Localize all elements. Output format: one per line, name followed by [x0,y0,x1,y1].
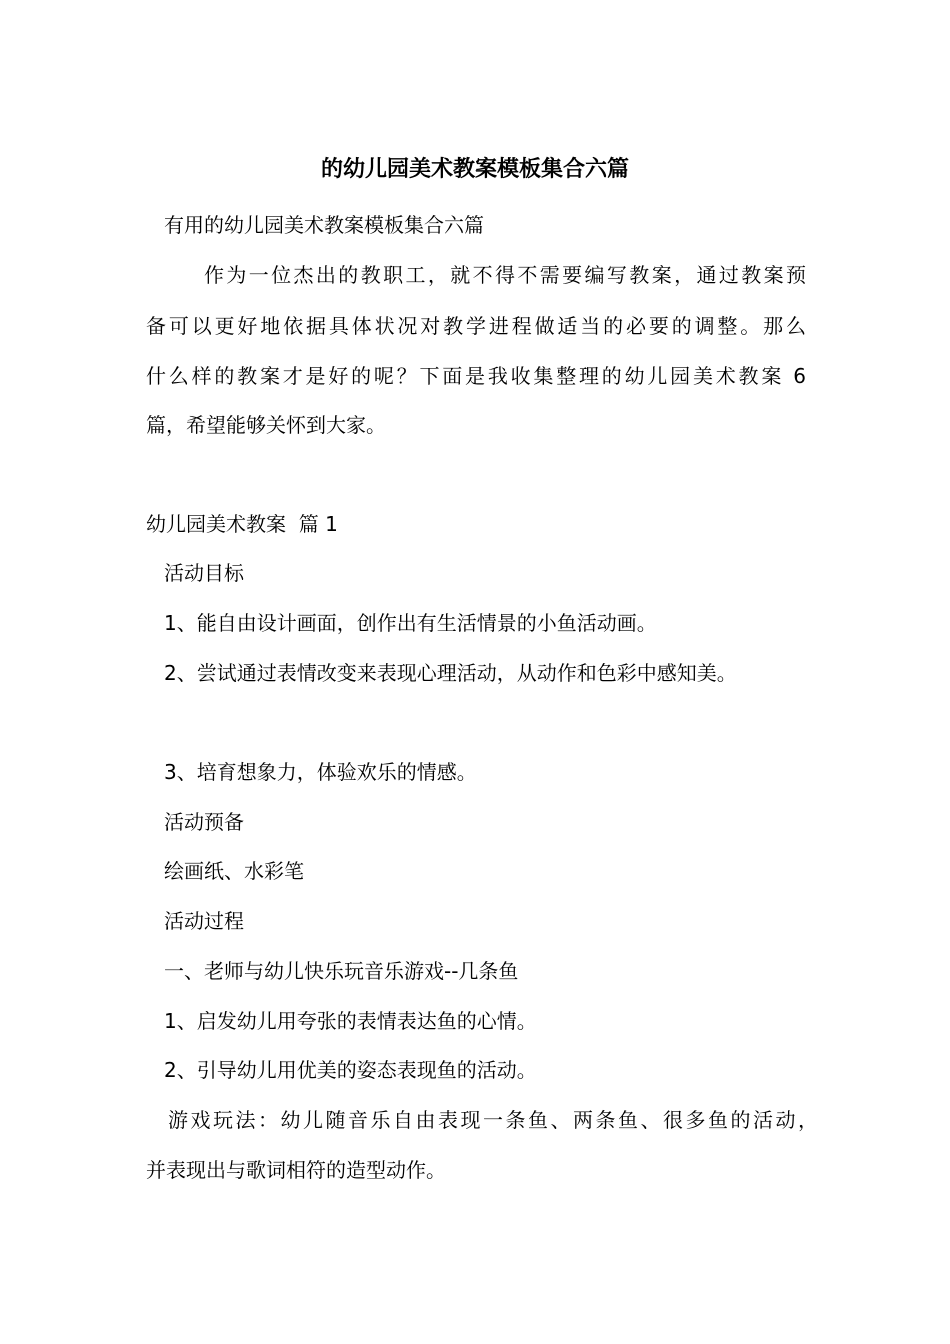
process-item-1: 1、启发幼儿用夸张的表情表达鱼的心情。 [164,1009,537,1033]
goals-label: 活动目标 [164,561,244,585]
intro-line-2: 备可以更好地依据具体状况对教学进程做适当的必要的调整。那么 [146,314,806,338]
prep-items: 绘画纸、水彩笔 [164,859,304,883]
game-rules-line-2: 并表现出与歌词相符的造型动作。 [146,1158,446,1182]
intro-line-3: 什么样的教案才是好的呢？下面是我收集整理的幼儿园美术教案 6 [146,364,806,388]
process-label: 活动过程 [164,909,244,933]
process-item-2: 2、引导幼儿用优美的姿态表现鱼的活动。 [164,1058,537,1082]
goal-item-1: 1、能自由设计画面，创作出有生活情景的小鱼活动画。 [164,611,657,635]
goal-item-2: 2、尝试通过表情改变来表现心理活动，从动作和色彩中感知美。 [164,661,737,685]
document-subtitle: 有用的幼儿园美术教案模板集合六篇 [164,213,484,237]
goal-item-3: 3、培育想象力，体验欢乐的情感。 [164,760,477,784]
intro-line-4: 篇，希望能够关怀到大家。 [146,413,386,437]
document-title: 的幼儿园美术教案模板集合六篇 [320,157,629,182]
section-heading: 幼儿园美术教案 篇 1 [146,512,338,536]
prep-label: 活动预备 [164,810,244,834]
game-rules-line-1: 游戏玩法：幼儿随音乐自由表现一条鱼、两条鱼、很多鱼的活动， [168,1108,818,1132]
process-step-1: 一、老师与幼儿快乐玩音乐游戏--几条鱼 [164,959,519,983]
intro-line-1: 作为一位杰出的教职工，就不得不需要编写教案，通过教案预 [204,263,806,287]
